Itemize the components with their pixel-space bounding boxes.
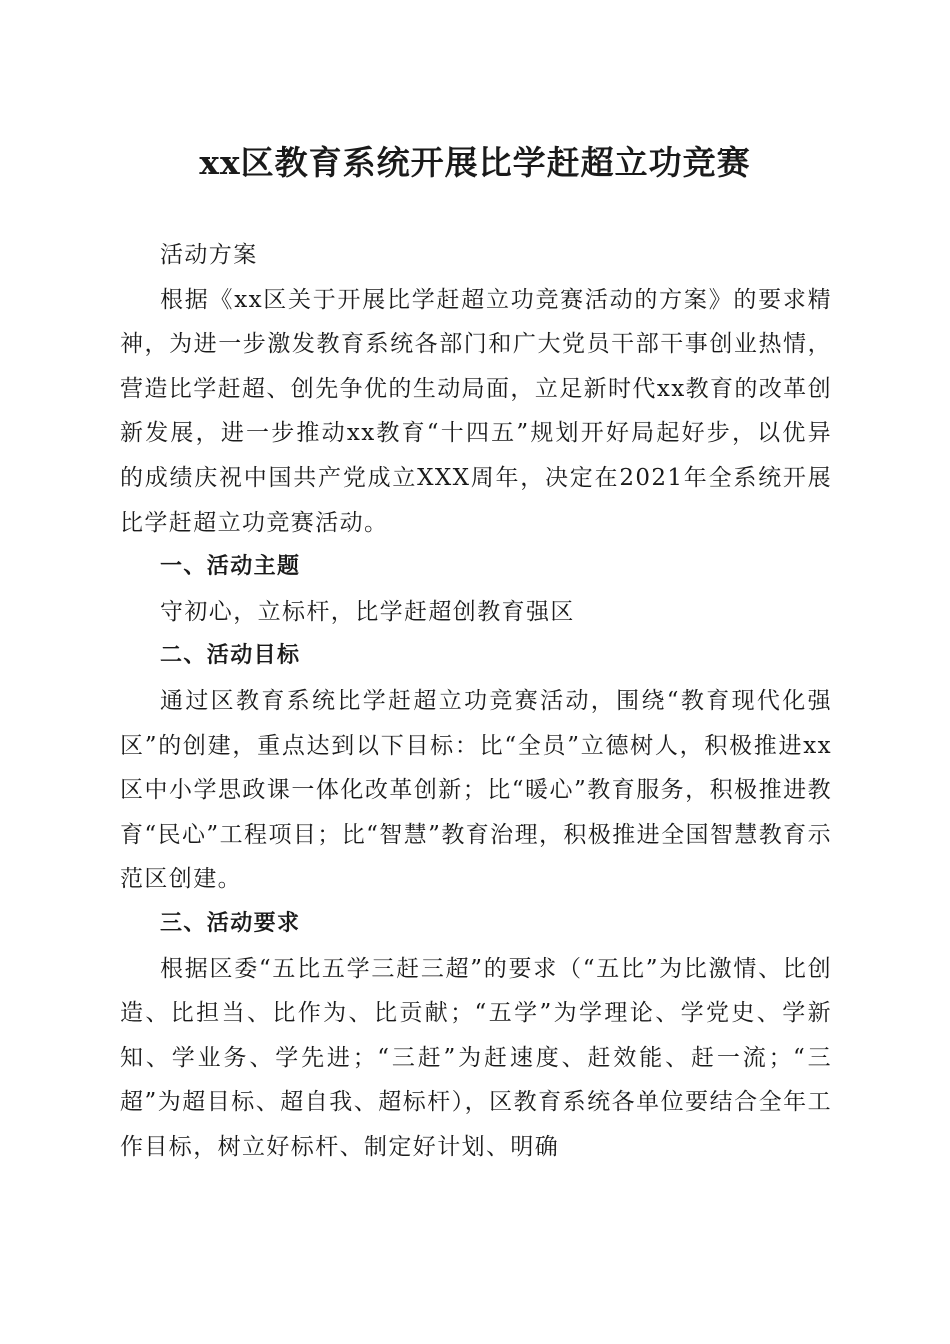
section-text-goals: 通过区教育系统比学赶超立功竞赛活动，围绕“教育现代化强区”的创建，重点达到以下目标：比“全员”立德树人，积极推进xx区中小学思政课一体化改革创新；比“暖心”教育服务，积极推进教育“民心”工程项目；比“智慧”教育治理，积极推进全国智慧教育示范区创建。 <box>120 687 832 893</box>
document-body <box>120 233 832 1169</box>
intro-paragraph: 根据《xx区关于开展比学赶超立功竞赛活动的方案》的要求精神，为进一步激发教育系统各部门和广大党员干部干事创业热情，营造比学赶超、创先争优的生动局面，立足新时代xx教育的改革创新发展，进一步推动xx教育“十四五”规划开好局起好步，以优异的成绩庆祝中国共产党成立XXX周年，决定在2021年全系统开展比学赶超立功竞赛活动。 <box>120 286 832 536</box>
subtitle: 活动方案 <box>160 242 258 268</box>
section-heading-goals: 二、活动目标 <box>160 643 301 669</box>
section-heading-requirements: 三、活动要求 <box>160 910 301 936</box>
section-text-requirements: 根据区委“五比五学三赶三超”的要求（“五比”为比激情、比创造、比担当、比作为、比贡献；“五学”为学理论、学党史、学新知、学业务、学先进；“三赶”为赶速度、赶效能、赶一流；“三超”为超目标、超自我、超标杆），区教育系统各单位要结合全年工作目标，树立好标杆、制定好计划、明确 <box>120 955 832 1160</box>
document-title: xx区教育系统开展比学赶超立功竞赛 <box>199 143 751 182</box>
section-text-theme: 守初心，立标杆，比学赶超创教育强区 <box>160 598 575 625</box>
section-heading-theme: 一、活动主题 <box>160 554 301 580</box>
